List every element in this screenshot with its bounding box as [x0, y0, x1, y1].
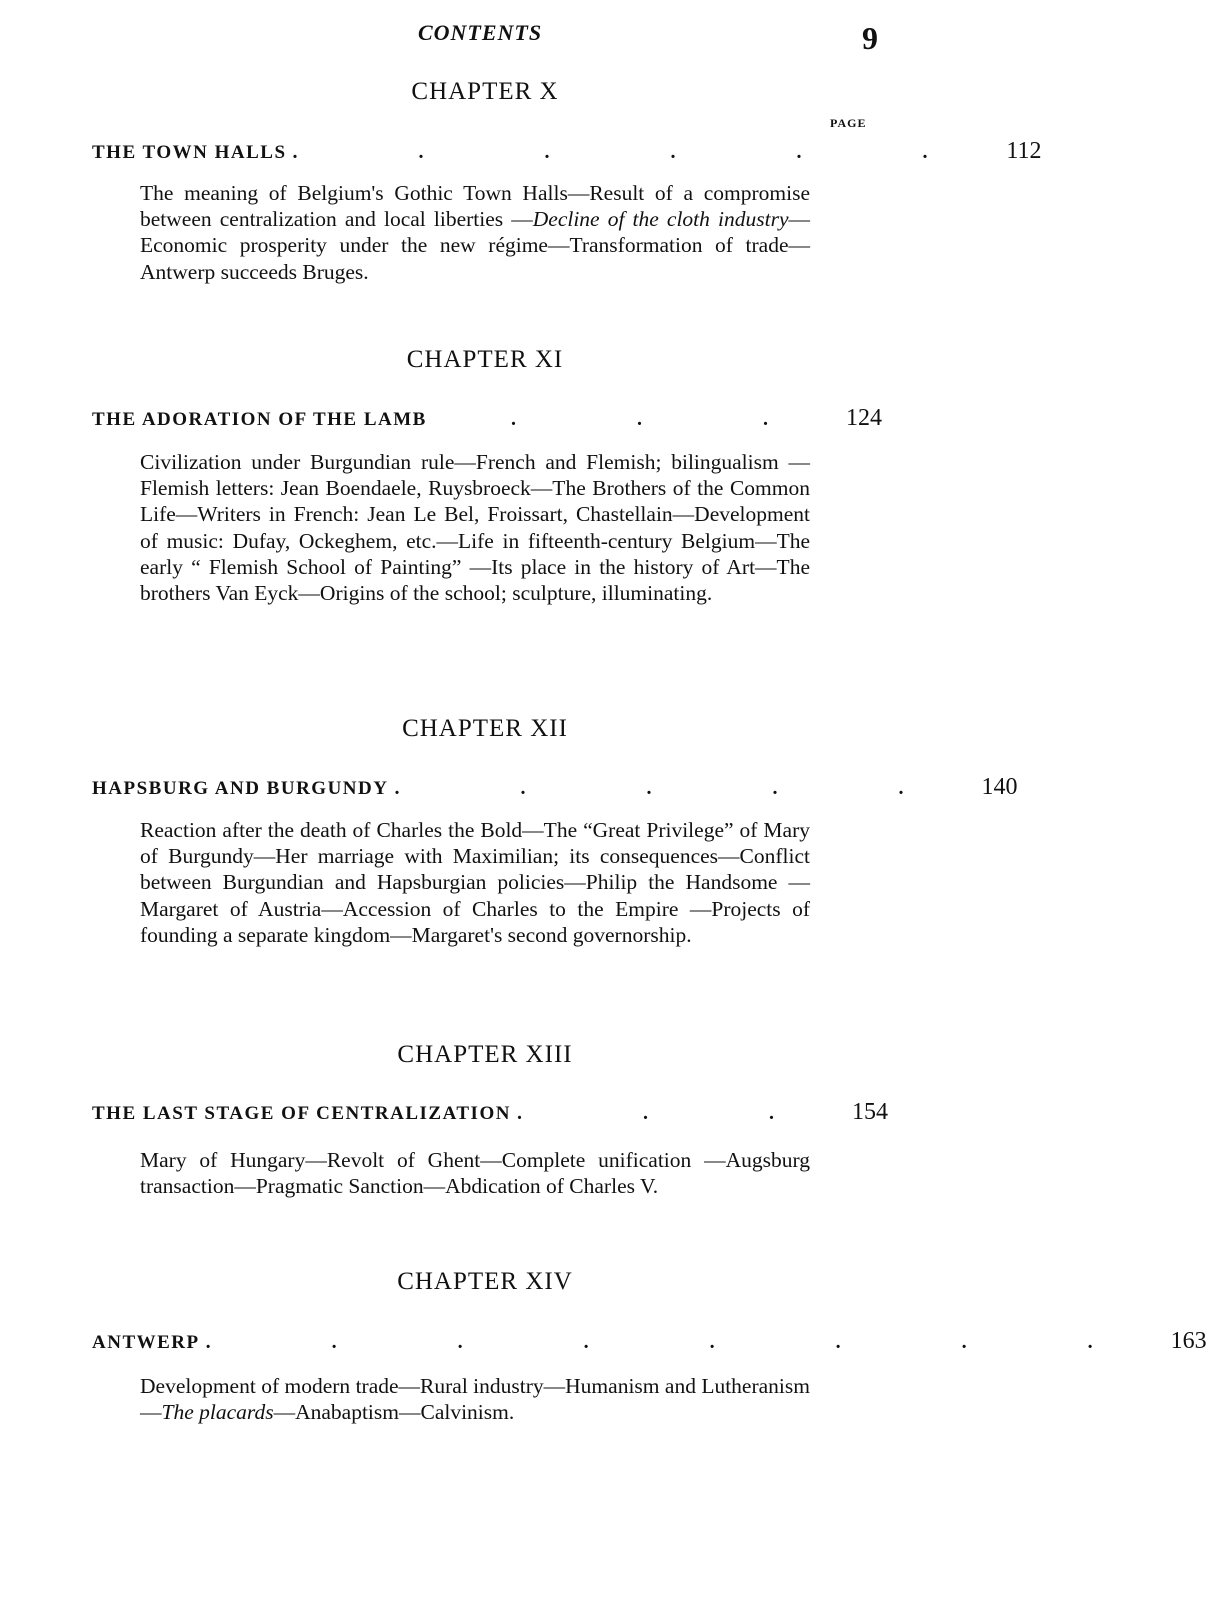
toc-entry[interactable] [92, 138, 1042, 168]
chapter-summary [140, 180, 810, 285]
chapter-heading: CHAPTER XIII [397, 1041, 573, 1068]
entry-page-number[interactable]: 163 [1170, 1328, 1207, 1354]
entry-title[interactable]: THE TOWN HALLS [92, 142, 287, 163]
chapter-summary [140, 1373, 810, 1425]
chapter-heading: CHAPTER X [411, 78, 559, 105]
summary-text: The meaning of Belgium's Gothic Town Halls—Result of a compromise between centralization and local liberties — [140, 181, 810, 232]
summary-text: —Anabaptism—Calvinism. [273, 1400, 515, 1425]
entry-page-number[interactable]: 154 [851, 1099, 888, 1125]
chapter-heading: CHAPTER XI [406, 346, 564, 373]
summary-italic-text: The placards [161, 1400, 274, 1425]
leader-dots: . . . . . [394, 777, 962, 799]
entry-page-number[interactable]: 124 [846, 405, 882, 431]
toc-entry[interactable] [92, 405, 882, 435]
entry-page-number[interactable]: 112 [1006, 138, 1042, 164]
entry-title[interactable]: THE LAST STAGE OF CENTRALIZATION [92, 1103, 511, 1124]
chapter-heading: CHAPTER XIV [397, 1268, 573, 1295]
chapter-heading: CHAPTER XII [402, 715, 568, 742]
toc-entry[interactable] [92, 774, 1018, 804]
leader-dots: . . . . . . [292, 141, 986, 163]
chapter-summary: Civilization under Burgundian rule—French and Flemish; bilingualism — Flemish letters: Jean Boendaele, Ruysbroeck—The Brothers of the Common Life—Writers in French: Jean Le Bel, Froissart, Chastellain—Development of music: Dufay, Ockeghem, etc.—Life in fifteenth-century Belgium—The early “ Flemish School of Painting” —Its place in the history of Art—The brothers Van Eyck—Origins of the school; sculpture, illuminating. [140, 450, 810, 606]
running-head: CONTENTS [417, 20, 543, 45]
entry-title[interactable]: THE ADORATION OF THE LAMB [92, 409, 427, 430]
toc-entry[interactable] [92, 1328, 1207, 1358]
summary-italic-text: Decline of the cloth industry [532, 207, 789, 232]
leader-dots: . . . [511, 408, 826, 430]
summary-text: —Economic prosperity under the new régime—Transformation of trade—Antwerp succeeds Bruges. [140, 207, 810, 284]
toc-entry[interactable] [92, 1099, 888, 1129]
chapter-summary: Reaction after the death of Charles the Bold—The “Great Privilege” of Mary of Burgundy—Her marriage with Maximilian; its consequences—Conflict between Burgundian and Hapsburgian policies—Philip the Handsome —Margaret of Austria—Accession of Charles to the Empire —Projects of founding a separate kingdom—Margaret's second governorship. [140, 818, 810, 947]
entry-page-number[interactable]: 140 [981, 774, 1018, 800]
leader-dots: . . . . . . . . [205, 1331, 1151, 1353]
summary-text: Development of modern trade—Rural industry—Humanism and Lutheranism— [140, 1374, 810, 1425]
leader-dots: . . . [516, 1102, 832, 1124]
page-number: 9 [862, 20, 878, 56]
chapter-summary: Mary of Hungary—Revolt of Ghent—Complete unification —Augsburg transaction—Pragmatic Sanction—Abdication of Charles V. [140, 1148, 810, 1199]
page-column-label: PAGE [830, 116, 867, 130]
entry-title[interactable]: HAPSBURG AND BURGUNDY [92, 778, 389, 799]
entry-title[interactable]: ANTWERP [92, 1332, 200, 1353]
